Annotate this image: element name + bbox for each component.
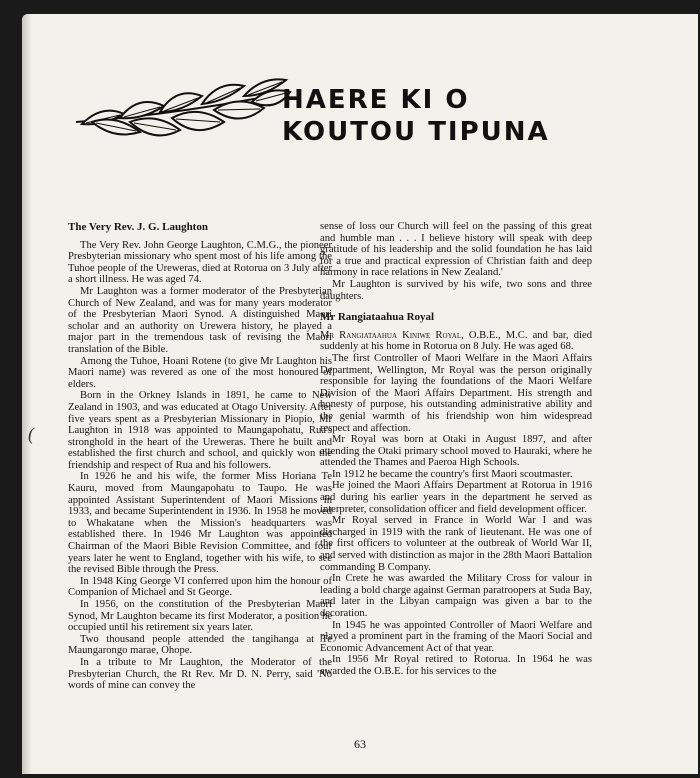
right-column [320,221,592,678]
obituary-headline [282,84,550,148]
headline-line-1: HAERE KI O [282,85,470,115]
paragraph: In 1912 he became the country's first Maori scoutmaster. [332,468,573,480]
page-number: 63 [354,737,366,751]
margin-mark: ( [28,424,34,444]
headline-line-2: KOUTOU TIPUNA [282,117,550,147]
paragraph: Mr Royal served in France in World War I and was discharged in 1919 with the rank of lieutenant. He was one of the first officers to volunteer at the outbreak of World War II, and served with distinction as major in the 28th Maori Battalion commanding B Company. [320,515,592,573]
left-column [68,222,332,692]
paragraph: The Very Rev. John George Laughton, C.M.G., the pioneer Presbyterian missionary who spent most of his life among the Tuhoe people of the Ureweras, died at Rotorua on 3 July after a short illness. He was aged 74. [68,239,332,286]
paragraph: He joined the Maori Affairs Department at Rotorua in 1916 and during his earlier years in the department he served as interpreter, consolidation officer and field development officer. [320,480,592,515]
laurel-branch-icon [72,74,294,164]
paragraph: In 1945 he was appointed Controller of Maori Welfare and played a prominent part in the framing of the Maori Social and Economic Advancement Act of that year. [320,619,592,654]
paragraph: In 1948 King George VI conferred upon him the honour of Companion of Michael and St George. [68,575,332,599]
article-title-laughton: The Very Rev. J. G. Laughton [68,221,208,233]
paragraph: Two thousand people attended the tangihanga at Te Maungarongo marae, Ohope. [68,633,332,657]
lead-paragraph [320,330,592,353]
page-gutter-shadow [22,14,32,774]
paragraph: In Crete he was awarded the Military Cross for valour in leading a bold charge against German paratroopers at Suda Bay, and later in the Libyan campaign was given a bar to the decoration. [320,573,592,619]
paragraph: In 1956 Mr Royal retired to Rotorua. In 1964 he was awarded the O.B.E. for his services to the [320,654,592,677]
magazine-page [22,14,698,774]
paragraph: Born in the Orkney Islands in 1891, he came to New Zealand in 1903, and was educated at Otago University. After five years spent as a Presbyterian Missionary in Piopio, Mr Laughton in 1918 was appointed to Maungapohatu, Rua's stronghold in the heart of the Ureweras. There he built and established the first church and school, and quickly won the friendship and respect of Rua and his followers. [68,390,332,471]
paragraph: Mr Laughton was a former moderator of the Presbyterian Church of New Zealand, and was for many years moderator of the Presbyterian Maori Synod. A distinguished Maori scholar and an authority on Urewera history, he played a major part in the tremendous task of revising the Maori translation of the Bible. [68,285,332,355]
paragraph: Among the Tuhoe, Hoani Rotene (to give Mr Laughton his Maori name) was revered as one of the most honoured of elders. [68,355,332,390]
paragraph: Mr Laughton is survived by his wife, two sons and three daughters. [320,278,592,302]
paragraph: In a tribute to Mr Laughton, the Moderator of the Presbyterian Church, the Rt Rev. Mr D. N. Perry, said 'No words of mine can convey the [68,656,332,692]
paragraph: sense of loss our Church will feel on the passing of this great and humble man . . . I believe history will speak with deep gratitude of his leadership and the solid foundation he has laid for a true and practical expression of Christian faith and deep harmony in race relations in New Zealand.' [320,221,592,279]
paragraph: In 1956, on the constitution of the Presbyterian Maori Synod, Mr Laughton became its first Moderator, a position he occupied until his retirement six years later. [68,599,332,634]
paragraph: In 1926 he and his wife, the former Miss Horiana Te Kauru, moved from Maungapohatu to Taupo. He was appointed Assistant Superintendent of Maori Missions in 1933, and became Superintendent in 1936. In 1958 he moved to Whakatane when the Mission's headquarters was established there. In 1946 Mr Laughton was appointed Chairman of the Maori Bible Revision Committee, and four years later he went to England, together with his wife, to see the revised Bible through the Press. [68,471,332,576]
lead-rest: O.B.E., M.C. and bar, died suddenly at his home in Rotorua on 8 July. He was aged 68. [320,329,593,353]
article-title-royal: Mr Rangiataahua Royal [320,311,435,324]
paragraph: The first Controller of Maori Welfare in the Maori Affairs Department, Wellington, Mr Royal was the person originally responsible for laying the foundations of the Maori Welfare Division of the Maori Affairs Department. His strength and honesty of purpose, his outstanding administrative ability and the genial warmth of his friendship won him widespread respect and affection. [320,352,592,434]
lead-name: Mr Rangiataahua Kiniwe Royal, [320,329,464,341]
paragraph: Mr Royal was born at Otaki in August 1897, and after attending the Otaki primary school moved to Hauraki, where he attended the Thames and Paeroa High Schools. [320,434,592,469]
